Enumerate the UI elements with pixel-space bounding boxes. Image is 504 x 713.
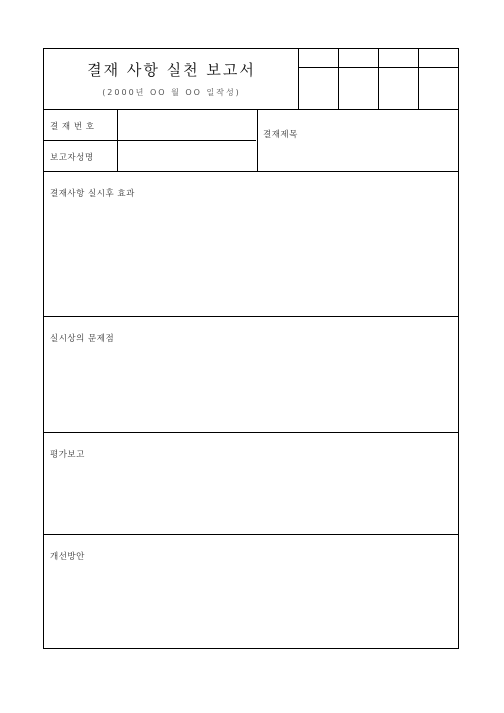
approval-signature-cell[interactable] xyxy=(339,68,378,109)
author-field[interactable] xyxy=(118,141,257,170)
improvement-section-label: 개선방안 xyxy=(50,552,85,562)
evaluation-section-field[interactable] xyxy=(44,433,459,534)
subject-label: 결재제목 xyxy=(263,130,298,140)
page-title: 결재 사항 실천 보고서 xyxy=(87,61,256,79)
approval-no-label: 결 재 번 호 xyxy=(50,122,95,132)
page-subtitle: (2000년 OO 월 OO 일작성) xyxy=(102,88,241,97)
report-form xyxy=(43,48,459,649)
approval-signature-cell[interactable] xyxy=(419,68,459,109)
problems-section-field[interactable] xyxy=(44,317,459,432)
effect-section-label: 결재사항 실시후 효과 xyxy=(50,189,135,199)
problems-section-label: 실시상의 문제점 xyxy=(50,334,115,344)
subject-field[interactable] xyxy=(258,110,459,170)
approval-signature-cell[interactable] xyxy=(379,68,418,109)
author-label: 보고자성명 xyxy=(50,153,94,163)
approval-signature-cell[interactable] xyxy=(299,68,338,109)
improvement-section-field[interactable] xyxy=(44,535,459,648)
effect-section-field[interactable] xyxy=(44,172,459,316)
approval-no-field[interactable] xyxy=(118,110,257,139)
evaluation-section-label: 평가보고 xyxy=(50,450,85,460)
